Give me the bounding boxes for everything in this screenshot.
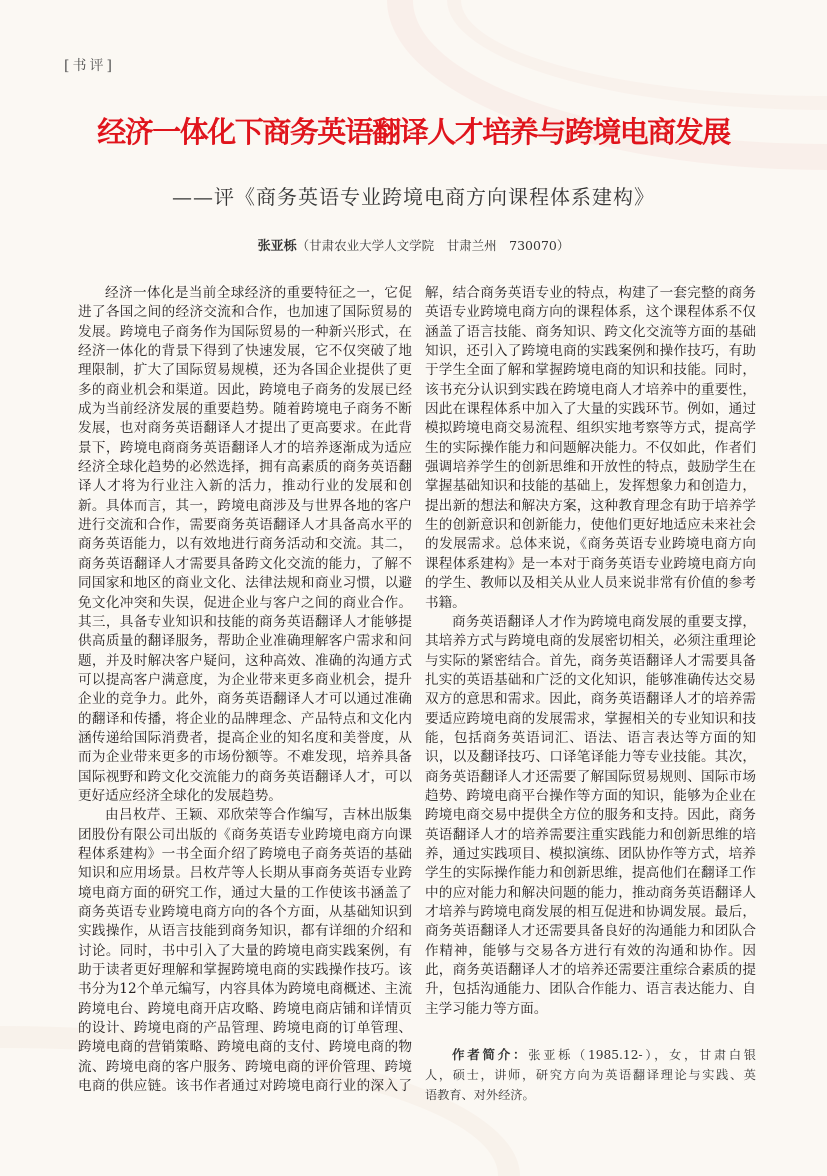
text-line: 解，结合商务英语专业的特点，构建了一套完整的商务 [425,285,756,301]
text-line: 团股份有限公司出版的《商务英语专业跨境电商方向课 [78,826,412,843]
text-line: 跨境电商的营销策略、跨境电商的支付、跨境电商的物 [78,1039,412,1056]
byline [0,235,827,254]
text-line: 商务英语能力，以有效地进行商务活动和交流。其二， [78,536,412,553]
text-line: 进了各国之间的经济交流和合作，也加速了国际贸易的 [78,304,412,321]
text-line: 译人才将为行业注入新的活力，推动行业的发展和创 [78,478,412,495]
text-line: 多的商业机会和渠道。因此，跨境电子商务的发展已经 [78,381,412,398]
text-line: 主学习能力等方面。 [425,1000,548,1017]
text-line: 经济一体化的背景下得到了快速发展，它不仅突破了地 [78,343,412,360]
text-line: 强调培养学生的创新思维和开放性的特点，鼓励学生在 [425,459,756,476]
text-line: 知识和应用场景。吕枚芹等人长期从事商务英语专业跨 [78,865,412,882]
text-line: 的设计、跨境电商的产品管理、跨境电商的订单管理、 [78,1020,412,1037]
text-line: 双方的意思和需求。因此，商务英语翻译人才的培养需 [425,691,756,708]
text-line: 其三，具备专业知识和技能的商务英语翻译人才能够提 [78,613,412,630]
text-line: 的翻译和传播，将企业的品牌理念、产品特点和文化内 [78,710,412,727]
text-line: 因此在课程体系中加入了大量的实践环节。例如，通过 [425,401,756,418]
text-line: 能，包括商务英语词汇、语法、语言表达等方面的知 [425,729,756,746]
text-line: 提出新的想法和解决方案，这种教育理念有助于培养学 [425,497,756,514]
text-line: 经济全球化趋势的必然选择，拥有高素质的商务英语翻 [78,459,412,476]
text-line: 理限制，扩大了国际贸易规模，还为各国企业提供了更 [78,362,412,379]
text-line: 知识，还引入了跨境电商的实践案例和操作技巧，有助 [425,343,756,360]
text-line: 跨境电商交易中提供全方位的服务和支持。因此，商务 [425,807,756,824]
text-line: 供高质量的翻译服务，帮助企业准确理解客户需求和问 [78,633,412,650]
text-line: 其培养方式与跨境电商的发展密切相关，必须注重理论 [425,633,756,650]
author-bio-line: 人，硕士，讲师，研究方向为英语翻译理论与实践、英 [425,1068,756,1082]
text-line: 电商的供应链。该书作者通过对跨境电商行业的深入了 [78,1078,412,1095]
text-line: 景下，跨境电商商务英语翻译人才的培养逐渐成为适应 [78,439,412,456]
text-line: 进行交流和合作，需要商务英语翻译人才具备高水平的 [78,517,412,534]
text-line: 生的创新意识和创新能力，使他们更好地适应未来社会 [425,517,756,534]
section-tag: [书评] [64,58,115,74]
text-line: 养，通过实践项目、模拟演练、团队协作等方式，培养 [425,845,756,862]
text-line: 跨境电台、跨境电商开店攻略、跨境电商店铺和详情页 [78,1000,412,1017]
paragraph [78,806,412,1096]
text-line: 题，并及时解决客户疑问，这种高效、准确的沟通方式 [78,652,412,669]
text-line: 商务英语翻译人才作为跨境电商发展的重要支撑， [452,613,756,630]
paragraph [78,284,412,806]
left-column [78,284,412,1096]
author-name: 张亚栎 [257,239,297,254]
text-line: 涵传递给国际消费者，提高企业的知名度和美誉度，从 [78,729,412,746]
text-line: 书分为12个单元编写，内容具体为跨境电商概述、主流 [78,981,412,998]
text-line: 学生的实际操作能力和创新思维，提高他们在翻译工作 [425,865,756,882]
text-line: 升，包括沟通能力、团队合作能力、语言表达能力、自 [425,981,756,998]
text-line: 讨论。同时，书中引入了大量的跨境电商实践案例，有 [78,942,412,959]
text-line: 发展，也对商务英语翻译人才提出了更高要求。在此背 [78,420,412,437]
paragraph [425,613,756,1019]
text-line: 扎实的英语基础和广泛的文化知识，能够准确传达交易 [425,671,756,688]
text-line: 可以提高客户满意度，为企业带来更多商业机会，提升 [78,671,412,688]
right-column [425,284,756,1019]
author-bio-text: 张亚栎（1985.12-），女，甘肃白银 [528,1048,756,1062]
text-line: 免文化冲突和失误，促进企业与客户之间的商业合作。 [78,594,412,611]
text-line: 的学生、教师以及相关从业人员来说非常有价值的参考 [425,575,756,592]
article-subtitle: ——评《商务英语专业跨境电商方向课程体系建构》 [172,185,655,209]
text-line: 新。具体而言，其一，跨境电商涉及与世界各地的客户 [78,497,412,514]
text-line: 书籍。 [425,594,466,611]
text-line: 涵盖了语言技能、商务知识、跨文化交流等方面的基础 [425,323,756,340]
text-line: 助于读者更好理解和掌握跨境电商的实践操作技巧。该 [78,962,412,979]
text-line: 同国家和地区的商业文化、法律法规和商业习惯，以避 [78,575,412,592]
text-line: 实践操作，从语言技能到商务知识，都有详细的介绍和 [78,923,412,940]
author-bio-label: 作者简介： [452,1047,529,1062]
text-line: 此，商务英语翻译人才的培养还需要注重综合素质的提 [425,962,756,979]
text-line: 模拟跨境电商交易流程、组织实地考察等方式，提高学 [425,420,756,437]
text-line: 境电商方面的研究工作，通过大量的工作使该书涵盖了 [78,884,412,901]
text-line: 发展。跨境电子商务作为国际贸易的一种新兴形式，在 [78,323,412,340]
text-line: 成为当前经济发展的重要趋势。随着跨境电子商务不断 [78,401,412,418]
paragraph [425,284,756,613]
text-line: 掌握基础知识和技能的基础上，发挥想象力和创造力， [425,478,756,495]
text-line: 商务英语翻译人才还需要具备良好的沟通能力和团队合 [425,923,756,940]
text-line: 企业的竞争力。此外，商务英语翻译人才可以通过准确 [78,691,412,708]
text-line: 而为企业带来更多的市场份额等。不难发现，培养具备 [78,749,412,766]
author-bio [425,1045,756,1105]
text-line: 要适应跨境电商的发展需求，掌握相关的专业知识和技 [425,710,756,727]
text-line: 趋势、跨境电商平台操作等方面的知识，能够为企业在 [425,787,756,804]
text-line: 由吕枚芹、王颖、邓欣荣等合作编写，吉林出版集 [105,807,412,824]
text-line: 商务英语翻译人才需要具备跨文化交流的能力，了解不 [78,555,412,572]
text-line: 课程体系建构》是一本对于商务英语专业跨境电商方向 [425,555,756,572]
author-affiliation: （甘肃农业大学人文学院 甘肃兰州 730070） [296,238,570,253]
text-line: 国际视野和跨文化交流能力的商务英语翻译人才，可以 [78,768,412,785]
text-line: 英语专业跨境电商方向的课程体系，这个课程体系不仅 [425,304,756,321]
text-line: 英语翻译人才的培养需要注重实践能力和创新思维的培 [425,826,756,843]
text-line: 识，以及翻译技巧、口译笔译能力等专业技能。其次， [425,749,756,766]
text-line: 生的实际操作能力和问题解决能力。不仅如此，作者们 [425,439,756,456]
article-title: 经济一体化下商务英语翻译人才培养与跨境电商发展 [97,115,730,149]
text-line: 于学生全面了解和掌握跨境电商的知识和技能。同时， [425,362,756,379]
text-line: 程体系建构》一书全面介绍了跨境电子商务英语的基础 [78,845,412,862]
text-line: 经济一体化是当前全球经济的重要特征之一，它促 [105,285,412,301]
text-line: 的发展需求。总体来说，《商务英语专业跨境电商方向 [425,536,756,553]
text-line: 商务英语翻译人才还需要了解国际贸易规则、国际市场 [425,768,756,785]
text-line: 更好适应经济全球化的发展趋势。 [78,787,282,804]
text-line: 流、跨境电商的客户服务、跨境电商的评价管理、跨境 [78,1058,412,1075]
text-line: 中的应对能力和解决问题的能力，推动商务英语翻译人 [425,884,756,901]
text-line: 该书充分认识到实践在跨境电商人才培养中的重要性， [425,381,756,398]
text-line: 与实际的紧密结合。首先，商务英语翻译人才需要具备 [425,652,756,669]
text-line: 作精神，能够与交易各方进行有效的沟通和协作。因 [425,942,756,959]
text-line: 商务英语专业跨境电商方向的各个方面，从基础知识到 [78,904,412,920]
author-bio-line: 语教育、对外经济。 [425,1088,535,1102]
text-line: 才培养与跨境电商发展的相互促进和协调发展。最后， [425,904,756,920]
author-bio-line [425,1045,756,1065]
